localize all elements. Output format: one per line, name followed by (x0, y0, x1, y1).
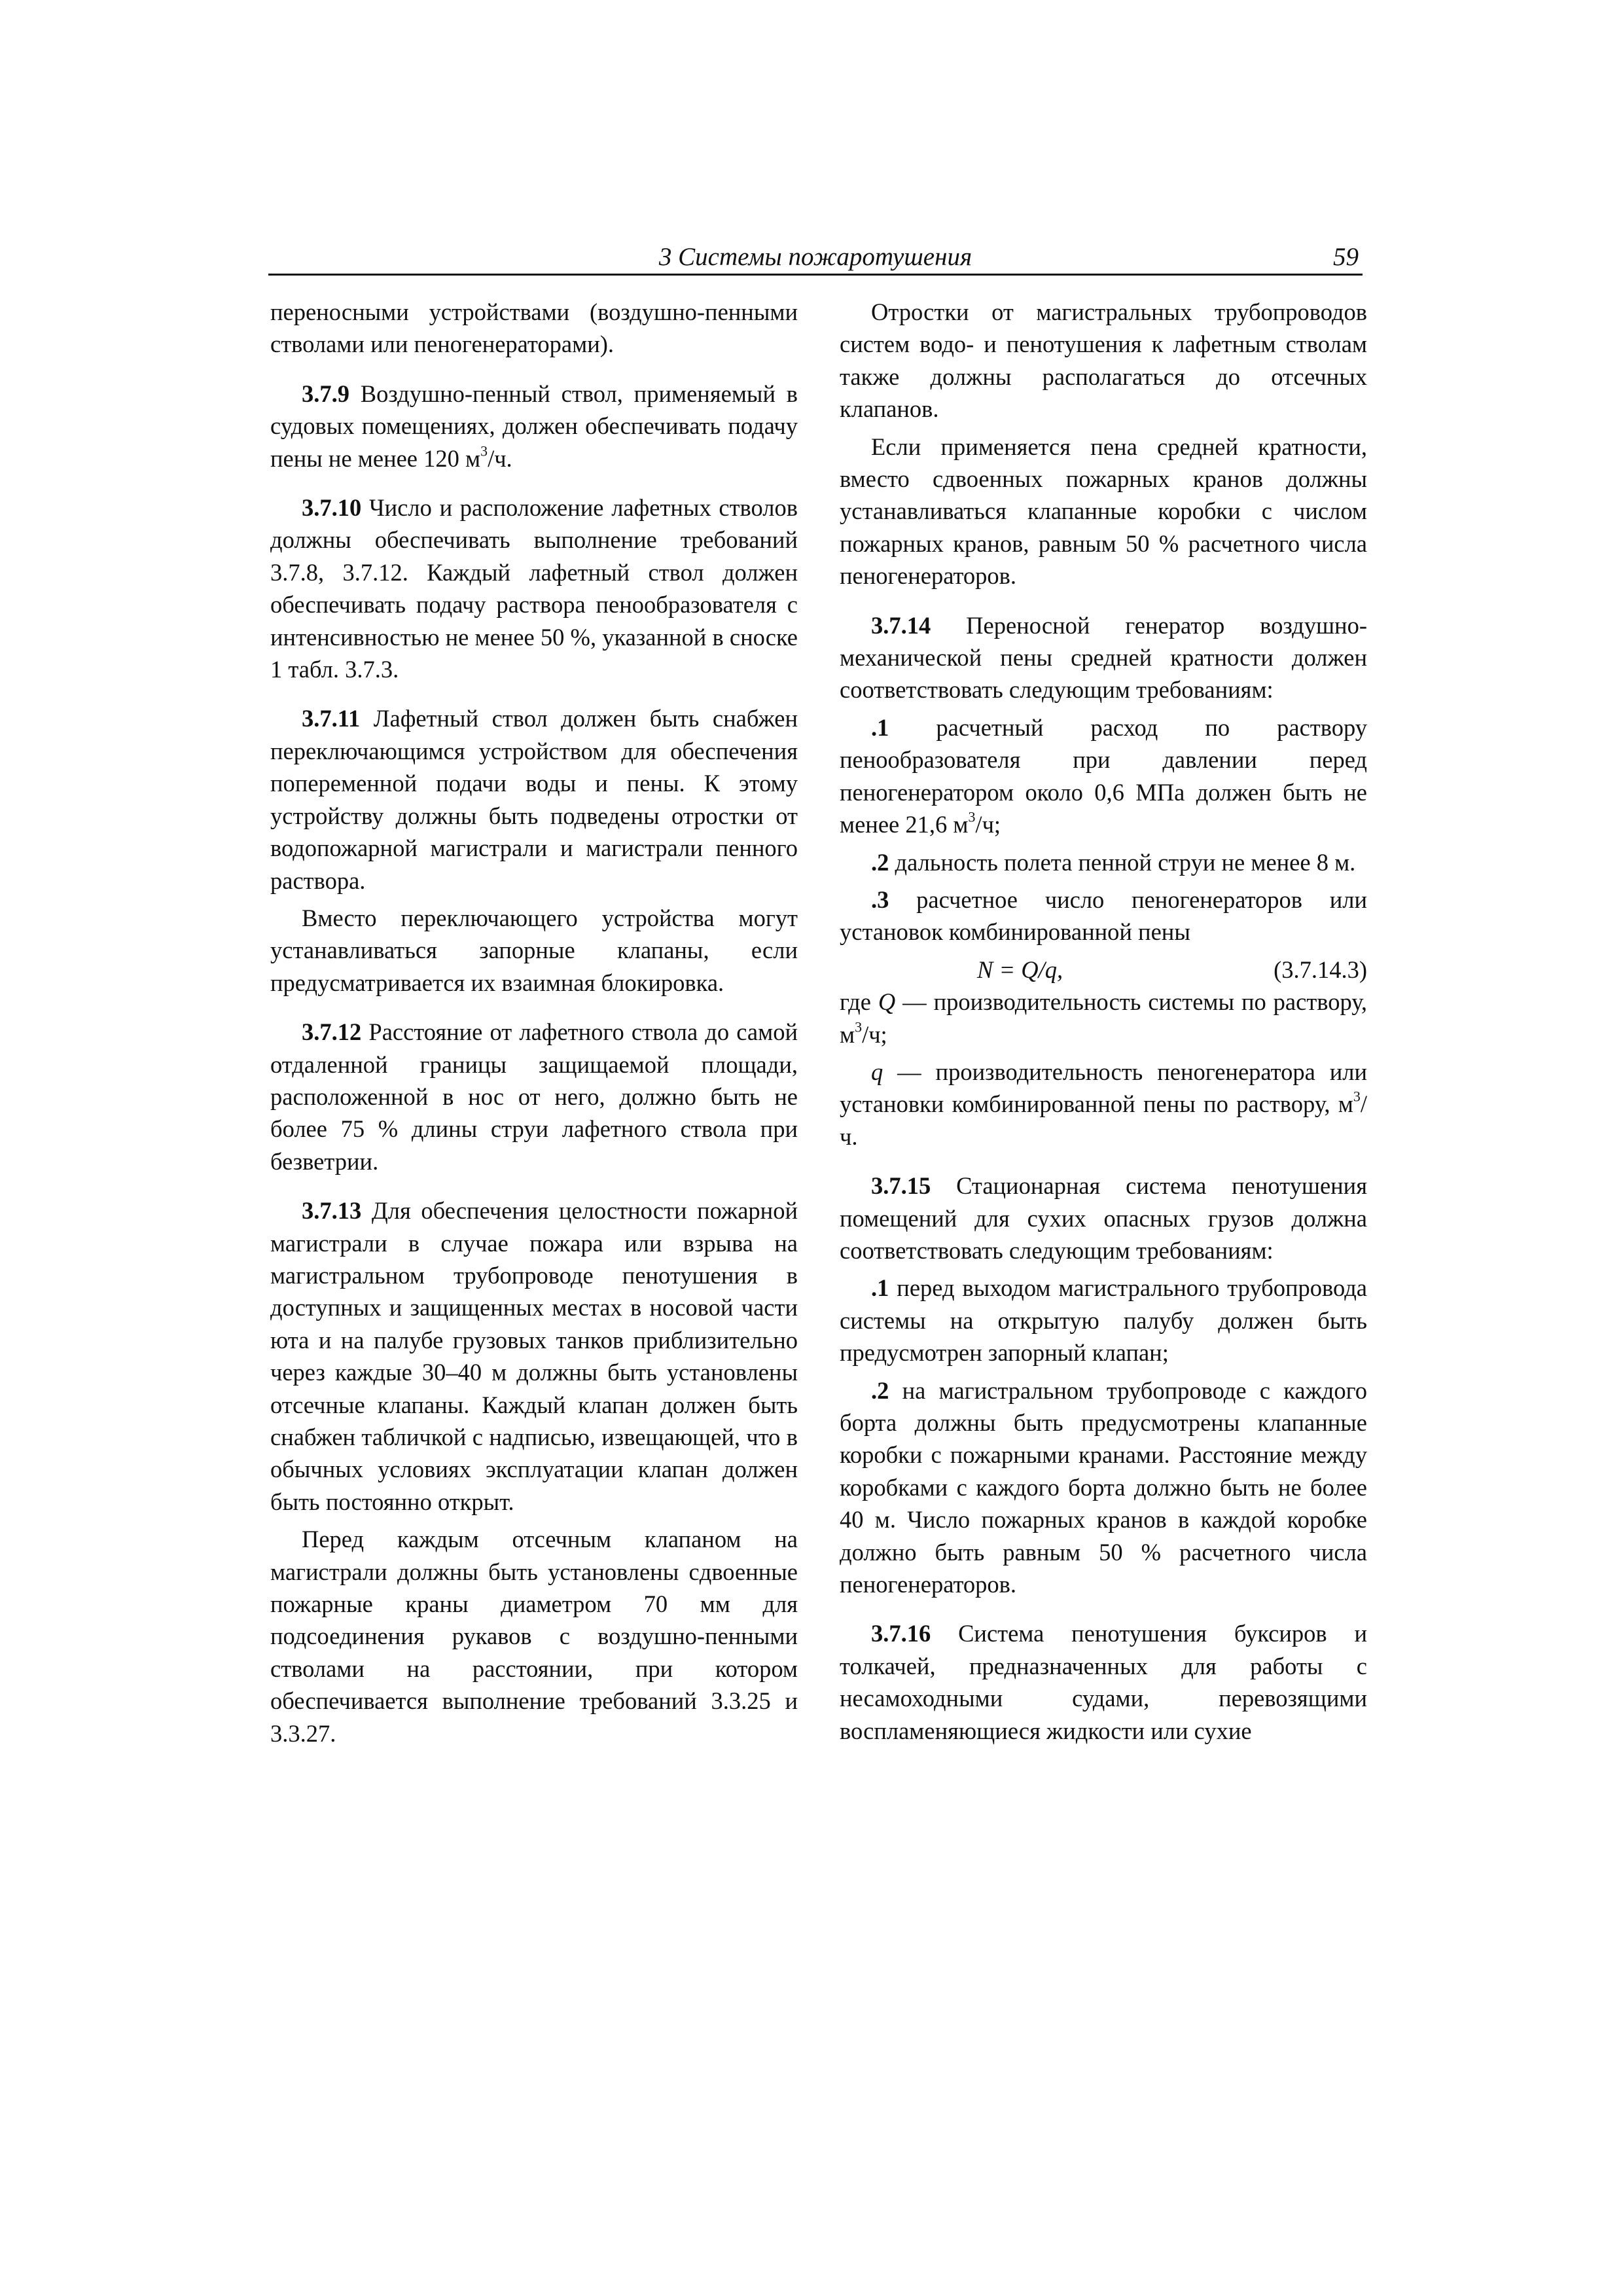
right-column (840, 296, 1367, 1747)
item-text: расчетное число пеногенераторов или установок комбинированной пены (840, 886, 1368, 946)
section-text: Стационарная система пенотушения помещений для сухих опасных грузов должна соответствовать следующим требованиям: (840, 1172, 1368, 1264)
unit-tail: /ч; (862, 1020, 887, 1048)
formula (840, 954, 1367, 986)
section-text: Для обеспечения целостности пожарной магистрали в случае пожара или взрыва на магистральном трубопроводе пенотушения в доступных и защищенных местах в носовой части юта и на палубе грузовых танков приблизительно через каждые 30–40 м должны быть установлены отсечные клапаны. Каждый клапан должен быть снабжен табличкой с надписью, извещающей, что в обычных условиях эксплуатации клапан должен быть постоянно открыт. (270, 1197, 798, 1515)
section-3-7-13 (270, 1194, 798, 1518)
superscript: 3 (855, 1018, 863, 1035)
page-number: 59 (1333, 243, 1359, 271)
list-item (840, 1272, 1367, 1369)
item-number: .2 (871, 1376, 889, 1404)
item-number: .3 (871, 886, 889, 913)
section-3-7-15 (840, 1170, 1367, 1266)
running-header (268, 242, 1363, 276)
header-title: 3 Системы пожаротушения (658, 243, 972, 271)
section-text: Лафетный ствол должен быть снабжен переключающимся устройством для обеспечения попеременной подачи воды и пены. К этому устройству должны быть подведены отростки от водопожарной магистрали и магистрали пенного раствора. (270, 705, 798, 894)
section-3-7-11 (270, 702, 798, 896)
list-item (840, 884, 1367, 948)
section-text: Число и расположение лафетных стволов должны обеспечивать выполнение требований 3.7.8, 3.7.12. Каждый лафетный ствол должен обеспечивать подачу раствора пенообразователя с интенсивностью не менее 50 %, указанной в сноске 1 табл. 3.7.3. (270, 494, 798, 683)
section-3-7-16 (840, 1617, 1367, 1747)
section-number: 3.7.14 (871, 611, 931, 639)
paragraph: Вместо переключающего устройства могут устанавливаться запорные клапаны, если предусматривается их взаимная блокировка. (270, 904, 798, 996)
section-number: 3.7.9 (302, 380, 349, 407)
paragraph-continued: переносными устройствами (воздушно-пенными стволами или пеногенераторами). (270, 298, 798, 358)
section-number: 3.7.15 (871, 1172, 931, 1200)
item-number: .2 (871, 848, 889, 876)
paragraph: Если применяется пена средней кратности, вместо сдвоенных пожарных кранов должны устанавливаться клапанные коробки с числом пожарных кранов, равным 50 % расчетного числа пеногенераторов. (840, 433, 1367, 590)
item-number: .1 (871, 1274, 889, 1302)
section-text: Воздушно-пенный ствол, применяемый в судовых помещениях, должен обеспечивать подачу пены не менее 120 м (270, 380, 798, 472)
variable: q (871, 1058, 883, 1085)
section-number: 3.7.10 (302, 494, 362, 522)
section-3-7-14 (840, 609, 1367, 706)
definition-text: — производительность системы по раствору, м (840, 988, 1368, 1048)
list-item (840, 711, 1367, 841)
superscript: 3 (968, 808, 976, 825)
section-text: Переносной генератор воздушно-механической пены средней кратности должен соответствовать следующим требованиям: (840, 611, 1367, 704)
left-column (270, 296, 798, 1749)
section-number: 3.7.13 (302, 1197, 362, 1225)
formula-expression: N = Q/q, (977, 956, 1063, 983)
variable: Q (878, 988, 896, 1016)
section-text: Расстояние от лафетного ствола до самой отдаленной границы защищаемой площади, расположенной в нос от него, должно быть не более 75 % длины струи лафетного ствола при безветрии. (270, 1018, 798, 1175)
variable-definition (840, 1056, 1367, 1153)
unit-tail: /ч. (840, 1090, 1367, 1150)
list-item (840, 846, 1367, 878)
item-text: расчетный расход по раствору пенообразователя при давлении перед пеногенератором около 0,6 МПа должен быть не менее 21,6 м (840, 713, 1367, 838)
section-text: Система пенотушения буксиров и толкачей, предназначенных для работы с несамоходными судами, перевозящими воспламеняющиеся жидкости или сухие (840, 1620, 1368, 1744)
section-3-7-9 (270, 378, 798, 475)
paragraph: Перед каждым отсечным клапаном на магистрали должны быть установлены сдвоенные пожарные краны диаметром 70 мм для подсоединения рукавов с воздушно-пенными стволами на расстоянии, при котором обеспечивается выполнение требований 3.3.25 и 3.3.27. (270, 1526, 798, 1747)
list-item (840, 1374, 1367, 1601)
section-number: 3.7.12 (302, 1018, 362, 1046)
item-text: перед выходом магистрального трубопровода системы на открытую палубу должен быть предусмотрен запорный клапан; (840, 1274, 1367, 1367)
variable-definition (840, 986, 1367, 1050)
formula-reference: (3.7.14.3) (1274, 956, 1367, 983)
where-word: где (840, 988, 871, 1016)
item-text: дальность полета пенной струи не менее 8 м. (895, 848, 1356, 876)
item-number: .1 (871, 713, 889, 741)
section-number: 3.7.16 (871, 1620, 931, 1647)
superscript: 3 (1353, 1088, 1361, 1105)
section-3-7-12 (270, 1016, 798, 1177)
definition-text: — производительность пеногенератора или установки комбинированной пены по раствору, м (840, 1058, 1368, 1118)
section-3-7-10 (270, 492, 798, 685)
superscript: 3 (480, 442, 488, 459)
item-text: на магистральном трубопроводе с каждого борта должны быть предусмотрены клапанные коробки с пожарными кранами. Расстояние между коробками с каждого борта должно быть не более 40 м. Число пожарных кранов в каждой коробке должно быть равным 50 % расчетного числа пеногенераторов. (840, 1376, 1367, 1598)
section-number: 3.7.11 (302, 705, 361, 732)
unit-tail: /ч; (975, 811, 1001, 838)
unit-tail: /ч. (488, 444, 512, 472)
paragraph: Отростки от магистральных трубопроводов систем водо- и пенотушения к лафетным стволам также должны располагаться до отсечных клапанов. (840, 298, 1367, 423)
